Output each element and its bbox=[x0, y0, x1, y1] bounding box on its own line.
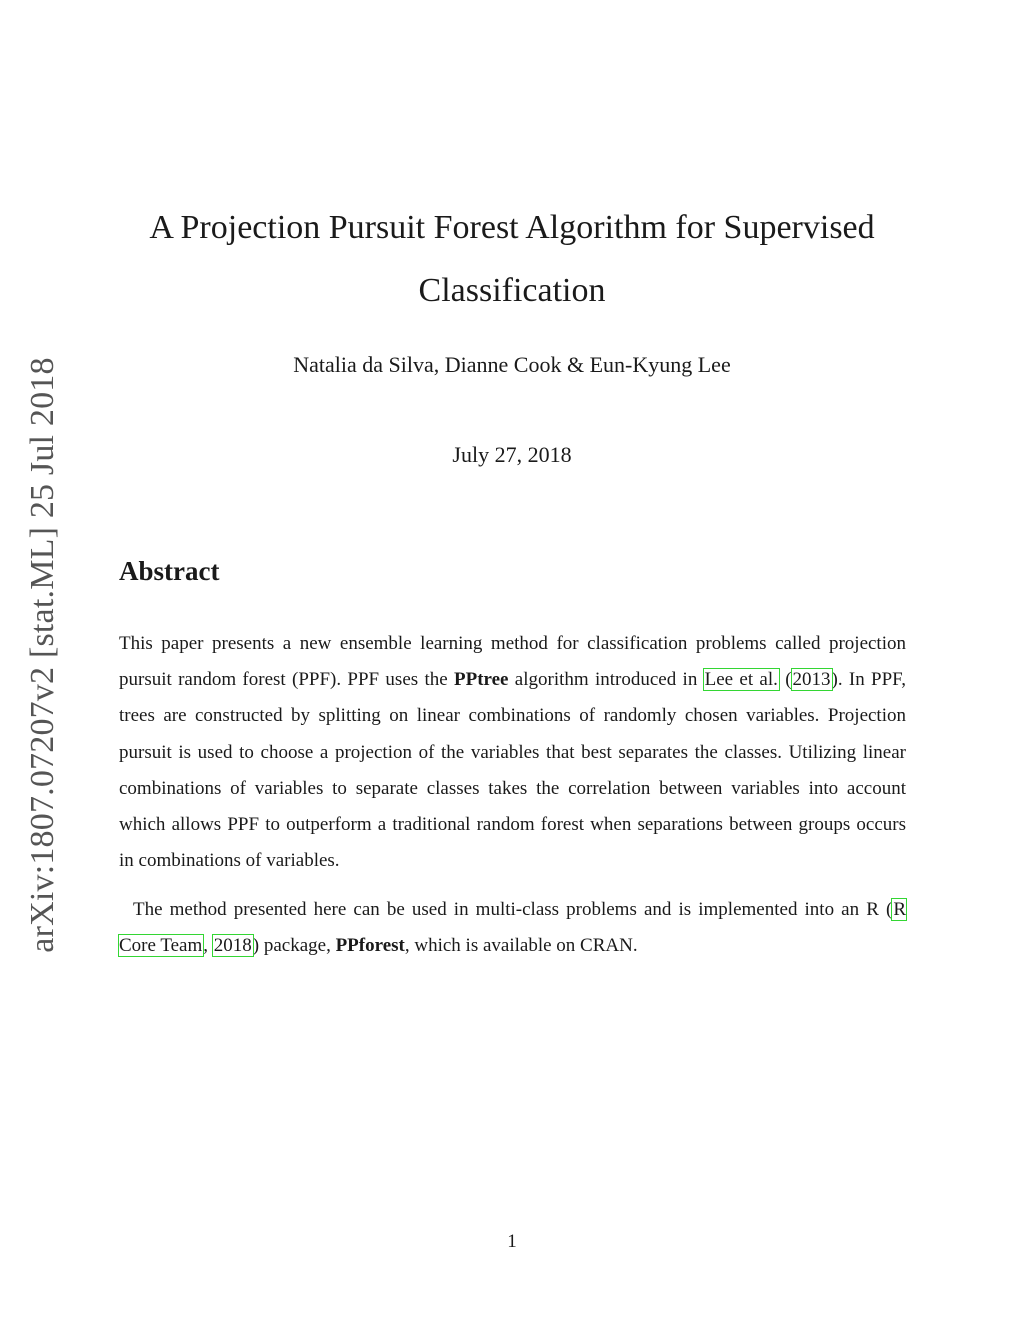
citation-link-lee[interactable]: Lee et al. bbox=[704, 669, 778, 691]
abstract-text: , which is available on CRAN. bbox=[404, 935, 638, 957]
package-name-pptree: PPtree bbox=[453, 669, 509, 691]
arxiv-stamp: arXiv:1807.07207v2 [stat.ML] 25 Jul 2018 bbox=[24, 357, 61, 953]
abstract-text: ( bbox=[778, 669, 792, 691]
citation-link-2018[interactable]: 2018 bbox=[213, 935, 252, 957]
abstract-heading: Abstract bbox=[119, 556, 220, 586]
paper-title: A Projection Pursuit Forest Algorithm for Supervised Classification bbox=[149, 209, 875, 309]
date: July 27, 2018 bbox=[452, 442, 572, 467]
citation-link-2013[interactable]: 2013 bbox=[792, 669, 831, 691]
abstract-text: algorithm introduced in bbox=[508, 669, 704, 691]
abstract-text: ) package, bbox=[252, 935, 336, 957]
abstract-text: This paper presents a new ensemble learning method for classification problems called projection pursuit random forest (PPF). PPF uses the bbox=[119, 633, 906, 691]
authors: Natalia da Silva, Dianne Cook & Eun-Kyung Lee bbox=[293, 352, 731, 377]
abstract-text: , bbox=[203, 935, 213, 957]
abstract-paragraph-1 bbox=[119, 626, 906, 879]
package-name-ppforest: PPforest bbox=[335, 935, 405, 957]
abstract-text: The method presented here can be used in multi-class problems and is implemented into an R ( bbox=[133, 899, 893, 920]
page-number: 1 bbox=[507, 1231, 517, 1252]
abstract-paragraph-2 bbox=[119, 892, 906, 964]
abstract-text: ). In PPF, trees are constructed by splitting on linear combinations of randomly chosen variables. Projection pursuit is used to choose a projection of the variables that best separates the classes. Utilizing linear combinations of variables to separate classes takes the correlation between variables into account which allows PPF to outperform a traditional random forest when separations between groups occurs in combinations of variables. bbox=[119, 669, 906, 872]
citation-link-r-core-team[interactable]: R Core Team bbox=[119, 899, 906, 957]
